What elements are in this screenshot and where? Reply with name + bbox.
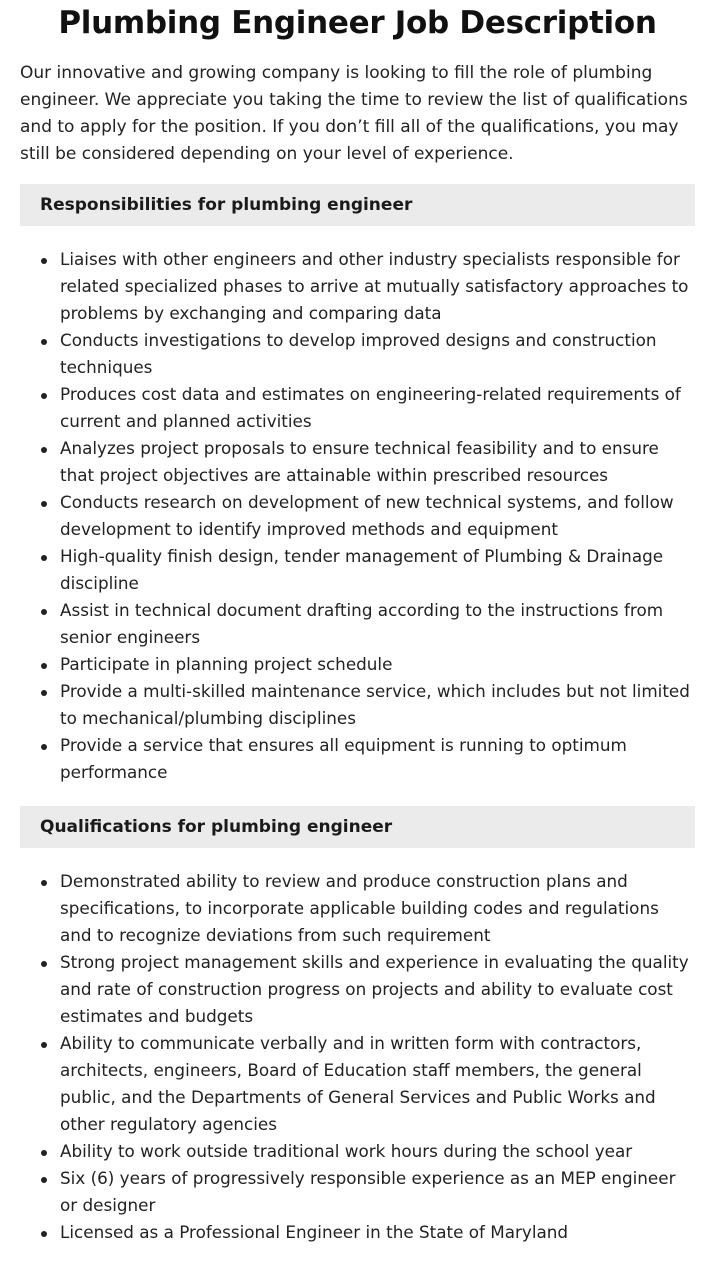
bullet-icon [41, 880, 47, 886]
qualification-item-text: Demonstrated ability to review and produce construction plans and specifications, to incorporate applicable building codes and regulations and to recognize deviations from such requirement [60, 871, 659, 945]
responsibility-item-text: Analyzes project proposals to ensure technical feasibility and to ensure that project objectives are attainable within prescribed resources [60, 438, 659, 485]
qualification-item-text: Ability to work outside traditional work hours during the school year [60, 1141, 633, 1161]
bullet-icon [41, 663, 47, 669]
responsibility-item [20, 597, 695, 651]
intro-paragraph: Our innovative and growing company is looking to fill the role of plumbing engineer. We appreciate you taking the time to review the list of qualifications and to apply for the position. If you don’t fill all of the qualifications, you may still be considered depending on your level of experience. [20, 63, 688, 164]
bullet-icon [41, 501, 47, 507]
bullet-icon [41, 1177, 47, 1183]
bullet-icon [41, 690, 47, 696]
bullet-icon [41, 1231, 47, 1237]
bullet-icon [41, 961, 47, 967]
responsibility-item-text: Provide a multi-skilled maintenance service, which includes but not limited to mechanical/plumbing disciplines [60, 681, 690, 728]
responsibility-item-text: Liaises with other engineers and other industry specialists responsible for related specialized phases to arrive at mutually satisfactory approaches to problems by exchanging and comparing data [60, 249, 689, 323]
qualification-item-text: Ability to communicate verbally and in written form with contractors, architects, engineers, Board of Education staff members, the general public, and the Departments of General Services and Public Works and other regulatory agencies [60, 1033, 656, 1134]
responsibility-item [20, 651, 695, 678]
page-title: Plumbing Engineer Job Description [58, 5, 657, 41]
responsibility-item-text: Assist in technical document drafting according to the instructions from senior engineers [60, 600, 664, 647]
qualification-item [20, 1165, 695, 1219]
responsibility-item [20, 327, 695, 381]
bullet-icon [41, 1150, 47, 1156]
qualification-item-text: Six (6) years of progressively responsible experience as an MEP engineer or designer [60, 1168, 676, 1215]
responsibility-item [20, 381, 695, 435]
responsibility-item-text: Conducts investigations to develop improved designs and construction techniques [60, 330, 657, 377]
qualification-item-text: Strong project management skills and experience in evaluating the quality and rate of construction progress on projects and ability to evaluate cost estimates and budgets [60, 952, 689, 1026]
responsibility-item-text: Conducts research on development of new technical systems, and follow development to identify improved methods and equipment [60, 492, 674, 539]
responsibility-item-text: High-quality finish design, tender management of Plumbing & Drainage discipline [60, 546, 664, 593]
responsibility-item [20, 732, 695, 786]
responsibility-item [20, 435, 695, 489]
qualification-item-text: Licensed as a Professional Engineer in the State of Maryland [60, 1222, 569, 1242]
qualification-item [20, 1138, 695, 1165]
bullet-icon [41, 555, 47, 561]
responsibility-item [20, 489, 695, 543]
bullet-icon [41, 447, 47, 453]
bullet-icon [41, 393, 47, 399]
responsibility-item-text: Participate in planning project schedule [60, 654, 393, 674]
bullet-icon [41, 1042, 47, 1048]
responsibility-item [20, 678, 695, 732]
responsibility-item [20, 543, 695, 597]
qualifications-heading: Qualifications for plumbing engineer [20, 806, 695, 848]
responsibility-item [20, 246, 695, 327]
bullet-icon [41, 609, 47, 615]
responsibility-item-text: Provide a service that ensures all equipment is running to optimum performance [60, 735, 627, 782]
bullet-icon [41, 744, 47, 750]
qualification-item [20, 1030, 695, 1138]
responsibilities-heading: Responsibilities for plumbing engineer [20, 184, 695, 226]
qualifications-list [20, 868, 695, 1246]
qualification-item [20, 1219, 695, 1246]
qualification-item [20, 868, 695, 949]
qualification-item [20, 949, 695, 1030]
responsibilities-list [20, 246, 695, 786]
responsibility-item-text: Produces cost data and estimates on engineering-related requirements of current and planned activities [60, 384, 681, 431]
bullet-icon [41, 258, 47, 264]
bullet-icon [41, 339, 47, 345]
